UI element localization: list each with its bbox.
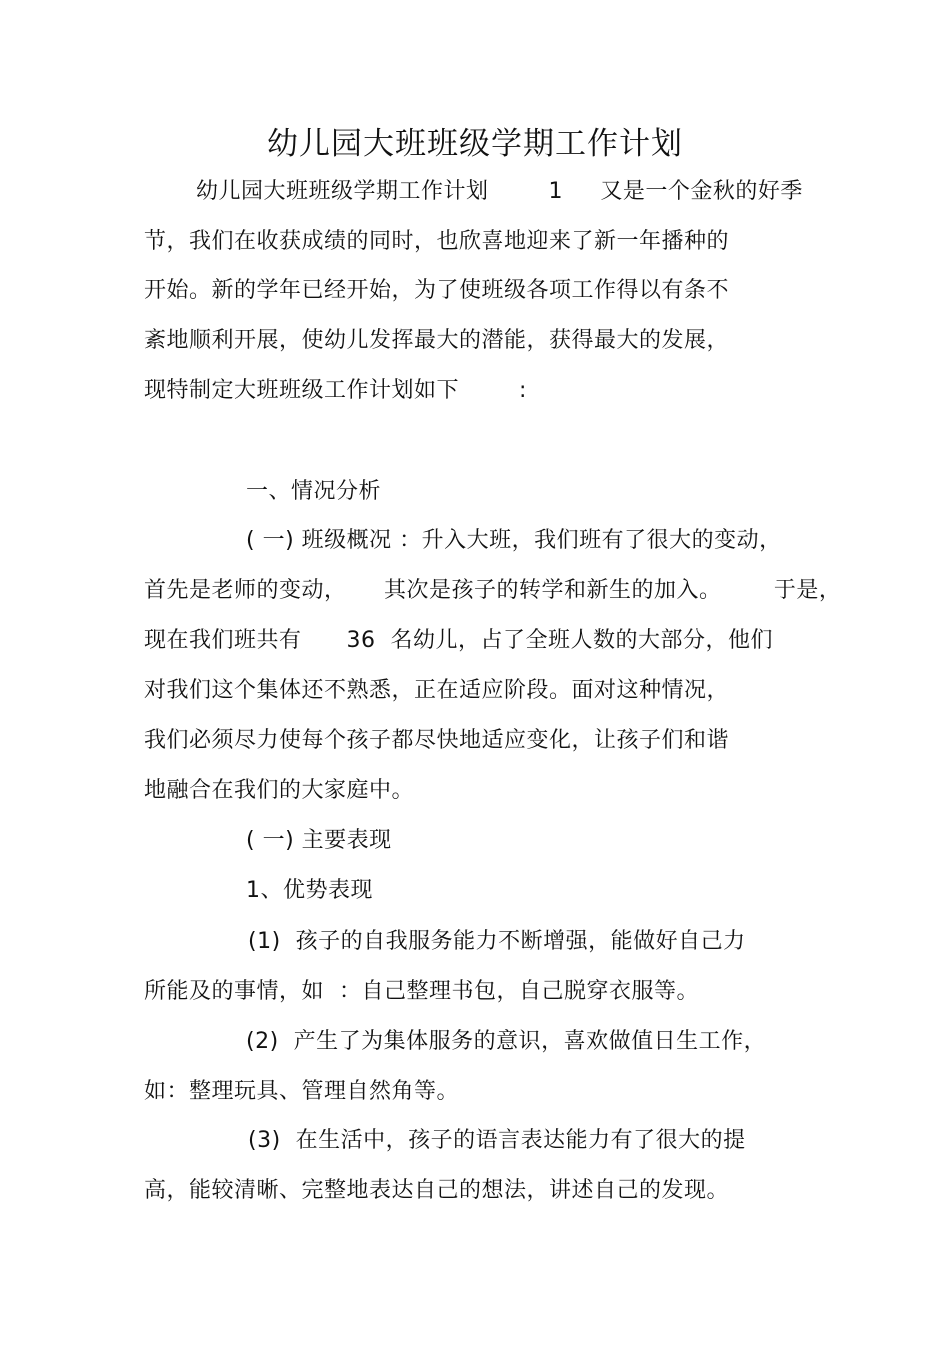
overview-line-5: 我们必须尽力使每个孩子都尽快地适应变化，让孩子们和谐	[144, 728, 730, 753]
sub-heading: ( 一) 主要表现	[246, 828, 392, 853]
intro-line-3: 开始。新的学年已经开始，为了使班级各项工作得以有条不	[144, 278, 730, 303]
overview-line-2: 首先是老师的变动， 其次是孩子的转学和新生的加入。 于是，	[144, 578, 842, 603]
section-heading: 一、情况分析	[246, 479, 382, 504]
intro-line-1: 幼儿园大班班级学期工作计划 1 又是一个金秋的好季	[196, 179, 803, 204]
item-line-5: (3) 在生活中，孩子的语言表达能力有了很大的提	[248, 1128, 746, 1153]
intro-line-4: 紊地顺利开展，使幼儿发挥最大的潜能，获得最大的发展，	[144, 328, 730, 353]
intro-line-5: 现特制定大班班级工作计划如下 :	[144, 378, 527, 403]
item-line-2: 所能及的事情，如 ：自己整理书包，自己脱穿衣服等。	[144, 979, 699, 1004]
item-line-6: 高，能较清晰、完整地表达自己的想法，讲述自己的发现。	[144, 1178, 730, 1203]
item-line-1: (1) 孩子的自我服务能力不断增强，能做好自己力	[248, 929, 746, 954]
point-heading: 1、优势表现	[246, 878, 373, 903]
overview-line-6: 地融合在我们的大家庭中。	[144, 778, 415, 803]
overview-line-1: ( 一) 班级概况 ：升入大班，我们班有了很大的变动，	[246, 528, 782, 553]
intro-line-2: 节，我们在收获成绩的同时，也欣喜地迎来了新一年播种的	[144, 229, 730, 254]
overview-line-3: 现在我们班共有 36 名幼儿，占了全班人数的大部分，他们	[144, 628, 773, 653]
item-line-4: 如：整理玩具、管理自然角等。	[144, 1079, 460, 1104]
overview-line-4: 对我们这个集体还不熟悉，正在适应阶段。面对这种情况，	[144, 678, 730, 703]
item-line-3: (2) 产生了为集体服务的意识，喜欢做值日生工作，	[246, 1029, 767, 1054]
document-title: 幼儿园大班班级学期工作计划	[267, 126, 683, 162]
